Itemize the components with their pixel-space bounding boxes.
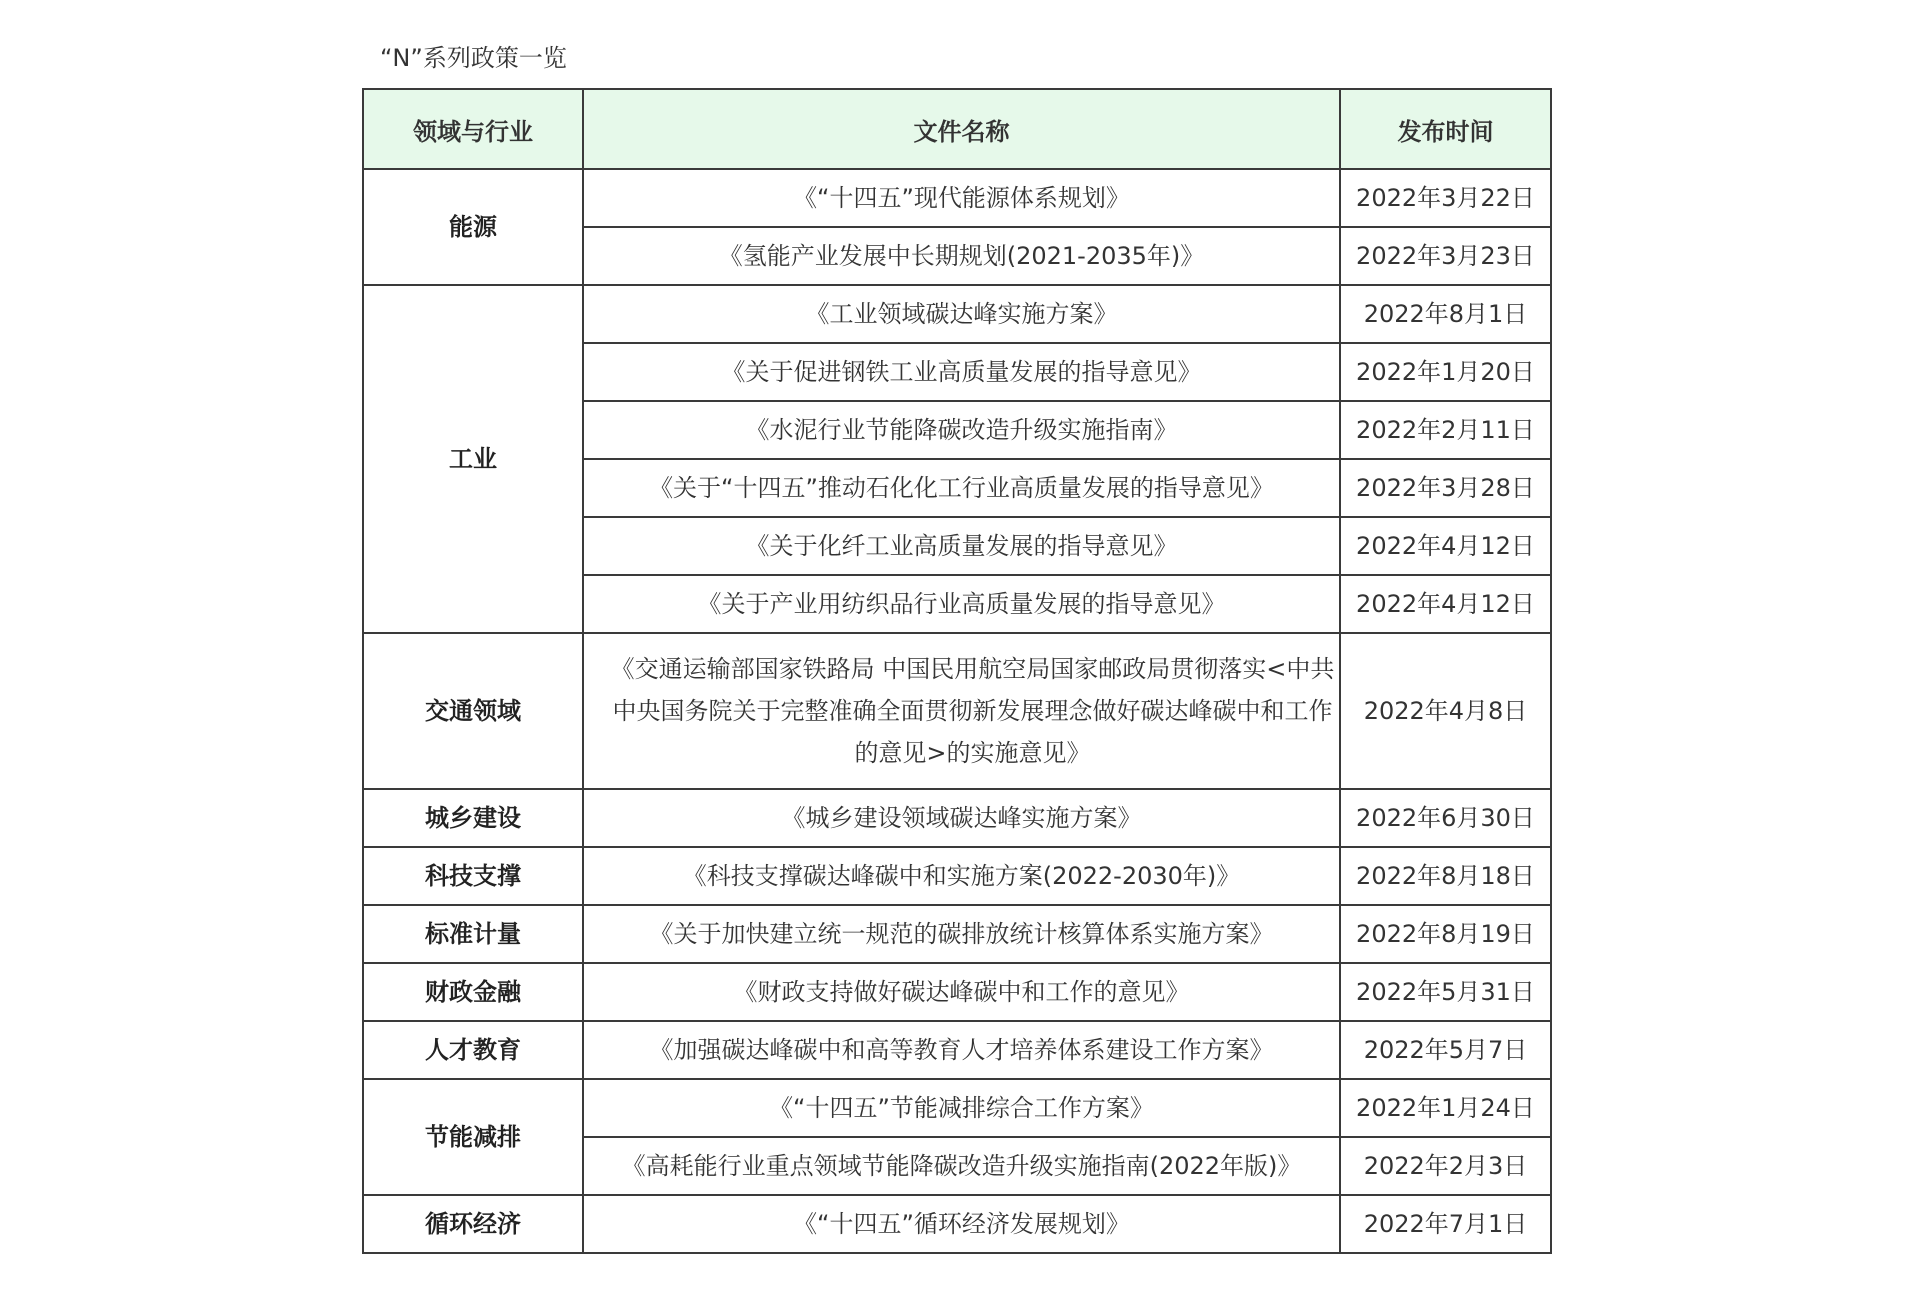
document-name-cell: 《高耗能行业重点领域节能降碳改造升级实施指南(2022年版)》 bbox=[583, 1137, 1340, 1195]
table-row bbox=[363, 905, 1551, 963]
header-domain: 领域与行业 bbox=[363, 89, 583, 169]
table-row bbox=[363, 169, 1551, 227]
release-date-cell: 2022年3月23日 bbox=[1340, 227, 1551, 285]
table-row bbox=[363, 285, 1551, 343]
table-row bbox=[363, 1021, 1551, 1079]
domain-cell: 交通领域 bbox=[363, 633, 583, 789]
release-date-cell: 2022年1月20日 bbox=[1340, 343, 1551, 401]
domain-cell: 标准计量 bbox=[363, 905, 583, 963]
release-date-cell: 2022年5月31日 bbox=[1340, 963, 1551, 1021]
document-name-cell: 《工业领域碳达峰实施方案》 bbox=[583, 285, 1340, 343]
document-name-cell: 《“十四五”现代能源体系规划》 bbox=[583, 169, 1340, 227]
table-caption: “N”系列政策一览 bbox=[380, 44, 567, 72]
header-row bbox=[363, 89, 1551, 169]
document-name-cell: 《氢能产业发展中长期规划(2021-2035年)》 bbox=[583, 227, 1340, 285]
release-date-cell: 2022年7月1日 bbox=[1340, 1195, 1551, 1253]
document-name-cell: 《关于化纤工业高质量发展的指导意见》 bbox=[583, 517, 1340, 575]
document-name-cell: 《城乡建设领域碳达峰实施方案》 bbox=[583, 789, 1340, 847]
release-date-cell: 2022年5月7日 bbox=[1340, 1021, 1551, 1079]
release-date-cell: 2022年8月18日 bbox=[1340, 847, 1551, 905]
domain-cell: 能源 bbox=[363, 169, 583, 285]
release-date-cell: 2022年1月24日 bbox=[1340, 1079, 1551, 1137]
table-row bbox=[363, 963, 1551, 1021]
document-name-cell: 《“十四五”节能减排综合工作方案》 bbox=[583, 1079, 1340, 1137]
release-date-cell: 2022年3月28日 bbox=[1340, 459, 1551, 517]
document-name-cell: 《关于加快建立统一规范的碳排放统计核算体系实施方案》 bbox=[583, 905, 1340, 963]
release-date-cell: 2022年4月12日 bbox=[1340, 575, 1551, 633]
document-name-cell: 《科技支撑碳达峰碳中和实施方案(2022-2030年)》 bbox=[583, 847, 1340, 905]
table-row bbox=[363, 847, 1551, 905]
release-date-cell: 2022年2月11日 bbox=[1340, 401, 1551, 459]
header-release-date: 发布时间 bbox=[1340, 89, 1551, 169]
domain-cell: 工业 bbox=[363, 285, 583, 633]
table-body bbox=[363, 169, 1551, 1253]
document-name-cell: 《关于产业用纺织品行业高质量发展的指导意见》 bbox=[583, 575, 1340, 633]
document-name-cell: 《财政支持做好碳达峰碳中和工作的意见》 bbox=[583, 963, 1340, 1021]
document-name-cell: 《关于“十四五”推动石化化工行业高质量发展的指导意见》 bbox=[583, 459, 1340, 517]
table-row bbox=[363, 789, 1551, 847]
document-name-cell: 《交通运输部国家铁路局 中国民用航空局国家邮政局贯彻落实<中共中央国务院关于完整准确全面贯彻新发展理念做好碳达峰碳中和工作的意见>的实施意见》 bbox=[583, 633, 1340, 789]
release-date-cell: 2022年2月3日 bbox=[1340, 1137, 1551, 1195]
release-date-cell: 2022年4月12日 bbox=[1340, 517, 1551, 575]
table-row bbox=[363, 1079, 1551, 1137]
domain-cell: 城乡建设 bbox=[363, 789, 583, 847]
table-row bbox=[363, 633, 1551, 789]
domain-cell: 循环经济 bbox=[363, 1195, 583, 1253]
release-date-cell: 2022年6月30日 bbox=[1340, 789, 1551, 847]
table-header bbox=[363, 89, 1551, 169]
document-name-cell: 《“十四五”循环经济发展规划》 bbox=[583, 1195, 1340, 1253]
release-date-cell: 2022年8月19日 bbox=[1340, 905, 1551, 963]
document-name-cell: 《加强碳达峰碳中和高等教育人才培养体系建设工作方案》 bbox=[583, 1021, 1340, 1079]
domain-cell: 节能减排 bbox=[363, 1079, 583, 1195]
release-date-cell: 2022年3月22日 bbox=[1340, 169, 1551, 227]
domain-cell: 财政金融 bbox=[363, 963, 583, 1021]
document-name-cell: 《水泥行业节能降碳改造升级实施指南》 bbox=[583, 401, 1340, 459]
document-name-cell: 《关于促进钢铁工业高质量发展的指导意见》 bbox=[583, 343, 1340, 401]
domain-cell: 科技支撑 bbox=[363, 847, 583, 905]
header-document-name: 文件名称 bbox=[583, 89, 1340, 169]
domain-cell: 人才教育 bbox=[363, 1021, 583, 1079]
release-date-cell: 2022年8月1日 bbox=[1340, 285, 1551, 343]
table-row bbox=[363, 1195, 1551, 1253]
policy-table bbox=[362, 88, 1552, 1254]
release-date-cell: 2022年4月8日 bbox=[1340, 633, 1551, 789]
